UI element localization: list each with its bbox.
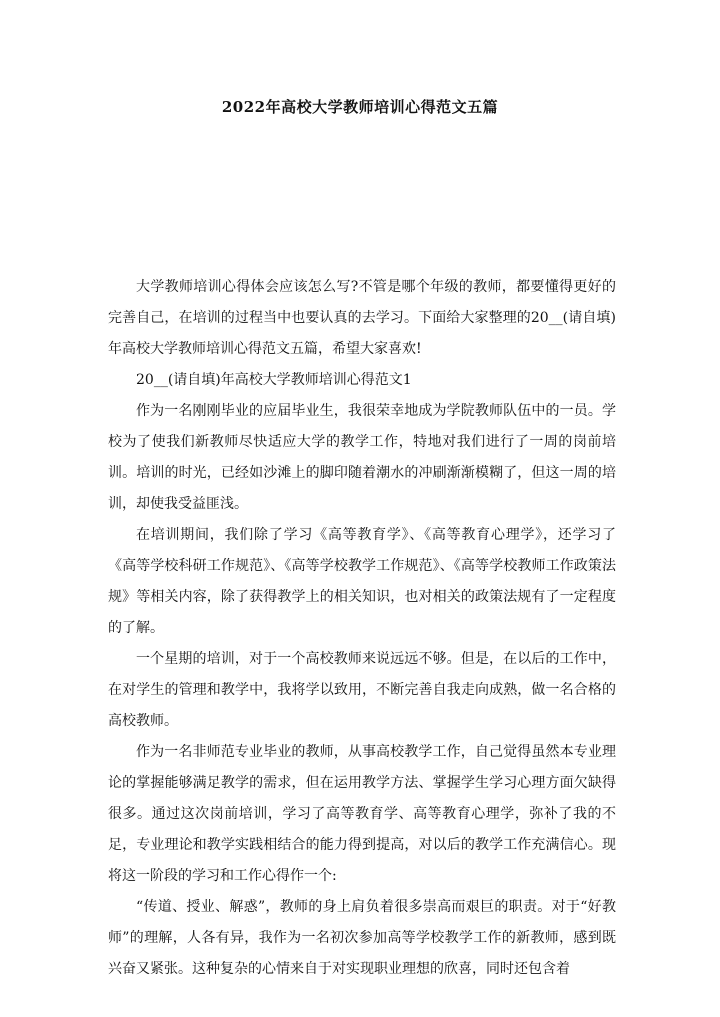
section-heading: 20__(请自填)年高校大学教师培训心得范文1 [136,372,412,388]
intro-paragraph: 大学教师培训心得体会应该怎么写?不管是哪个年级的教师，都要懂得更好的完善自己，在培训的过程当中也要认真的去学习。下面给大家整理的20__(请自填)年高校大学教师培训心得范文五篇，希望大家喜欢! [108,279,616,357]
body-paragraph: 在培训期间，我们除了学习《高等教育学》、《高等教育心理学》，还学习了《高等学校科研工作规范》、《高等学校教学工作规范》、《高等学校教师工作政策法规》等相关内容，除了获得教学上的相关知识，也对相关的政策法规有了一定程度的了解。 [108,527,616,636]
body-paragraph: 一个星期的培训，对于一个高校教师来说远远不够。但是，在以后的工作中，在对学生的管理和教学中，我将学以致用，不断完善自我走向成熟，做一名合格的高校教师。 [108,651,616,729]
body-paragraph: “传道、授业、解惑”，教师的身上肩负着很多崇高而艰巨的职责。对于“好教师”的理解，人各有异，我作为一名初次参加高等学校教学工作的新教师，感到既兴奋又紧张。这种复杂的心情来自于对实现职业理想的欣喜，同时还包含着 [108,899,616,977]
body-paragraph: 作为一名刚刚毕业的应届毕业生，我很荣幸地成为学院教师队伍中的一员。学校为了使我们新教师尽快适应大学的教学工作，特地对我们进行了一周的岗前培训。培训的时光，已经如沙滩上的脚印随着潮水的冲刷渐渐模糊了，但这一周的培训，却使我受益匪浅。 [108,403,616,512]
document-body [108,272,616,985]
body-paragraph: 作为一名非师范专业毕业的教师，从事高校教学工作，自己觉得虽然本专业理论的掌握能够满足教学的需求，但在运用教学方法、掌握学生学习心理方面欠缺得很多。通过这次岗前培训，学习了高等教育学、高等教育心理学，弥补了我的不足，专业理论和教学实践相结合的能力得到提高，对以后的教学工作充满信心。现将这一阶段的学习和工作心得作一个: [108,744,616,884]
document-title: 2022年高校大学教师培训心得范文五篇 [221,98,499,116]
